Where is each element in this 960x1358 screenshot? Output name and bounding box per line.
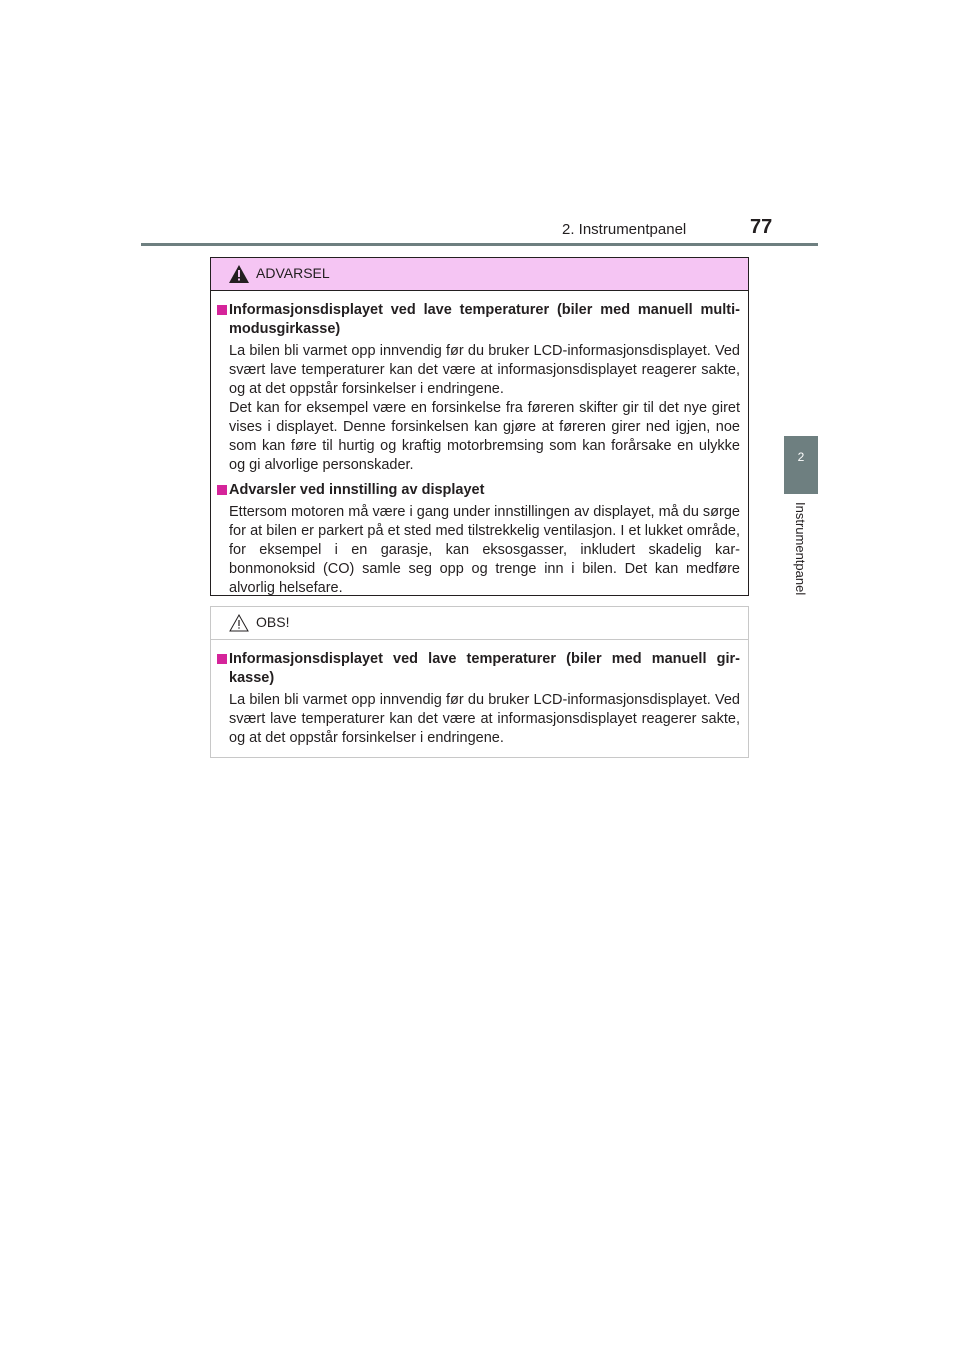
page-number: 77	[750, 216, 773, 238]
bullet-square-icon	[217, 485, 227, 495]
notice-item-text	[217, 691, 740, 748]
notice-item-title	[217, 650, 740, 688]
paragraph: Ettersom motoren må være i gang under innstillingen av displayet, må du sørge for at bilen er parkert på et sted med tilstrekkelig ventilasjon. I et lukket område, for eksempel i en garasje, kan eksosgasser, inkludert skadelig kar-bonmonoksid (CO) samle seg opp og trenge inn i bilen. Det kan medføre alvorlig helsefare.	[229, 504, 740, 596]
paragraph: La bilen bli varmet opp innvendig før du bruker LCD-informasjonsdisplayet. Ved svært lave temperaturer kan det være at informasjonsdisplayet reagerer sakte, og at det oppstår forsinkelser i endringene.	[229, 343, 740, 397]
header-section-title: 2. Instrumentpanel	[562, 221, 687, 238]
warning-heading: ADVARSEL	[256, 265, 330, 281]
warning-item	[217, 301, 740, 475]
notice-heading: OBS!	[256, 614, 290, 630]
warning-box	[210, 257, 749, 596]
notice-item	[217, 650, 740, 748]
warning-triangle-icon	[229, 265, 249, 283]
bullet-square-icon	[217, 305, 227, 315]
chapter-tab-number: 2	[797, 450, 805, 464]
warning-item-text	[217, 342, 740, 475]
chapter-tab	[784, 436, 818, 494]
paragraph: La bilen bli varmet opp innvendig før du bruker LCD-informasjonsdisplayet. Ved svært lave temperaturer kan det være at informasjonsdisplayet reagerer sakte, og at det oppstår forsinkelser i endringene.	[229, 692, 740, 746]
warning-item-title	[217, 481, 740, 500]
notice-box	[210, 606, 749, 758]
warning-item-text	[217, 503, 740, 598]
caution-triangle-icon	[229, 614, 249, 632]
bullet-square-icon	[217, 654, 227, 664]
warning-item-title	[217, 301, 740, 339]
warning-item-title-text: Informasjonsdisplayet ved lave temperaturer (biler med manuell multi-modusgirkasse)	[229, 302, 740, 337]
notice-box-header	[211, 607, 748, 640]
warning-body	[211, 291, 748, 598]
header-rule	[141, 243, 818, 246]
paragraph: Det kan for eksempel være en forsinkelse fra føreren skifter gir til det nye giret vises i displayet. Denne forsinkelsen kan gjøre at føreren girer ned igjen, noe som kan føre til hurtig og kraftig motorbremsing som kan forårsake en ulykke og gi alvorlige personskader.	[229, 400, 740, 473]
chapter-tab-label: Instrumentpanel	[793, 502, 808, 596]
notice-body	[211, 640, 748, 748]
warning-item	[217, 481, 740, 598]
warning-item-title-text: Advarsler ved innstilling av displayet	[229, 482, 485, 498]
warning-box-header	[211, 258, 748, 291]
notice-item-title-text: Informasjonsdisplayet ved lave temperaturer (biler med manuell gir-kasse)	[229, 651, 740, 686]
